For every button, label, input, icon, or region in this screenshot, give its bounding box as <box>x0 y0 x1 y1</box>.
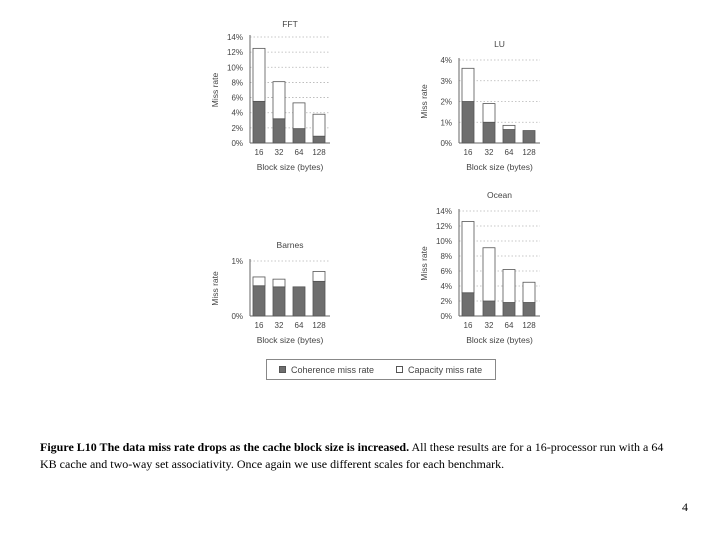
ocean-ytick-label: 10% <box>435 237 452 246</box>
ocean-chart-title: Ocean <box>486 190 513 200</box>
fft-ytick-label: 2% <box>231 123 243 133</box>
barnes-chart-title: Barnes <box>276 240 304 250</box>
fft-bar-32-capacity-miss-rate <box>273 82 285 119</box>
barnes-bar-32-capacity-miss-rate <box>273 279 285 287</box>
caption-text: All these results are for a 16-processor run with a 64 KB cache and two-way set associativity. Once again we use different scales for each benchmark. <box>40 440 664 471</box>
caption-bold: Figure L10 The data miss rate drops as the cache block size is increased. <box>40 440 410 454</box>
fft-bar-64-coherence-miss-rate <box>293 129 305 143</box>
barnes-xtick-label: 128 <box>312 321 326 330</box>
ocean-xtick-label: 32 <box>484 321 494 330</box>
fft-xtick-label: 64 <box>294 148 304 157</box>
lu-bar-128-coherence-miss-rate <box>523 131 535 143</box>
ocean-y-axis-label: Miss rate <box>419 246 429 281</box>
lu-bar-32-coherence-miss-rate <box>483 122 495 143</box>
fft-x-axis-label: Block size (bytes) <box>256 162 324 172</box>
barnes-ytick-label: 1% <box>231 257 243 266</box>
fft-ytick-label: 10% <box>226 63 243 73</box>
fft-bar-64-capacity-miss-rate <box>293 103 305 129</box>
barnes-bar-32-coherence-miss-rate <box>273 287 285 316</box>
fft-xtick-label: 16 <box>254 148 264 157</box>
fft-chart-title: FFT <box>282 19 298 29</box>
barnes-xtick-label: 16 <box>254 321 264 330</box>
barnes-bar-64-coherence-miss-rate <box>293 287 305 316</box>
lu-ytick-label: 4% <box>440 56 452 65</box>
legend-swatch-capacity <box>396 366 403 373</box>
lu-bar-64-capacity-miss-rate <box>503 125 515 129</box>
figure-caption <box>40 439 680 473</box>
barnes-xtick-label: 64 <box>294 321 304 330</box>
ocean-bar-64-coherence-miss-rate <box>503 303 515 317</box>
ocean-bar-32-capacity-miss-rate <box>483 248 495 301</box>
lu-xtick-label: 32 <box>484 148 494 157</box>
lu-ytick-label: 1% <box>440 118 452 128</box>
ocean-xtick-label: 16 <box>463 321 473 330</box>
fft-bar-16-coherence-miss-rate <box>253 101 265 143</box>
ocean-ytick-label: 12% <box>435 222 452 231</box>
fft-xtick-label: 32 <box>274 148 284 157</box>
fft-ytick-label: 8% <box>231 78 243 88</box>
legend-item-coherence <box>279 365 374 375</box>
ocean-bar-16-coherence-miss-rate <box>462 293 474 316</box>
barnes-bar-128-capacity-miss-rate <box>313 271 325 281</box>
lu-bar-32-capacity-miss-rate <box>483 104 495 123</box>
fft-y-axis-label: Miss rate <box>210 72 220 108</box>
lu-y-axis-label: Miss rate <box>419 84 429 119</box>
ocean-bar-64-capacity-miss-rate <box>503 270 515 303</box>
legend-label-capacity: Capacity miss rate <box>408 364 483 375</box>
lu-xtick-label: 16 <box>463 148 473 157</box>
fft-bar-128-capacity-miss-rate <box>313 114 325 136</box>
legend-label-coherence: Coherence miss rate <box>291 364 375 375</box>
ocean-bar-32-coherence-miss-rate <box>483 301 495 316</box>
ocean-ytick-label: 8% <box>440 252 452 261</box>
lu-bar-16-coherence-miss-rate <box>462 102 474 144</box>
barnes-x-axis-label: Block size (bytes) <box>256 335 324 345</box>
ocean-xtick-label: 128 <box>522 321 536 330</box>
page-number: 4 <box>682 500 688 514</box>
ocean-ytick-label: 4% <box>440 282 452 291</box>
ocean-x-axis-label: Block size (bytes) <box>466 335 533 345</box>
legend-swatch-coherence <box>279 366 286 373</box>
fft-ytick-label: 14% <box>226 33 243 42</box>
fft-ytick-label: 12% <box>226 48 243 58</box>
lu-ytick-label: 0% <box>440 139 452 148</box>
barnes-y-axis-label: Miss rate <box>210 271 220 306</box>
ocean-bar-16-capacity-miss-rate <box>462 222 474 293</box>
ocean-bar-128-coherence-miss-rate <box>523 303 535 317</box>
fft-xtick-label: 128 <box>312 148 326 157</box>
fft-ytick-label: 0% <box>231 139 243 148</box>
ocean-bar-128-capacity-miss-rate <box>523 282 535 302</box>
lu-bar-16-capacity-miss-rate <box>462 68 474 101</box>
legend-item-capacity <box>396 365 482 375</box>
barnes-bar-16-capacity-miss-rate <box>253 277 265 286</box>
barnes-xtick-label: 32 <box>274 321 284 330</box>
barnes-bar-16-coherence-miss-rate <box>253 286 265 316</box>
fft-bar-16-capacity-miss-rate <box>253 48 265 101</box>
fft-ytick-label: 4% <box>231 108 243 118</box>
ocean-xtick-label: 64 <box>504 321 514 330</box>
lu-ytick-label: 3% <box>440 76 452 86</box>
ocean-ytick-label: 0% <box>440 312 452 321</box>
lu-ytick-label: 2% <box>440 97 452 107</box>
barnes-bar-128-coherence-miss-rate <box>313 281 325 316</box>
chart-legend <box>266 359 496 380</box>
fft-ytick-label: 6% <box>231 93 243 103</box>
lu-x-axis-label: Block size (bytes) <box>466 162 533 172</box>
barnes-ytick-label: 0% <box>231 312 243 321</box>
ocean-ytick-label: 6% <box>440 267 452 276</box>
ocean-ytick-label: 14% <box>435 207 452 216</box>
lu-xtick-label: 128 <box>522 148 536 157</box>
fft-bar-32-coherence-miss-rate <box>273 119 285 143</box>
fft-bar-128-coherence-miss-rate <box>313 136 325 143</box>
lu-chart-title: LU <box>494 39 505 49</box>
lu-xtick-label: 64 <box>504 148 514 157</box>
lu-bar-64-coherence-miss-rate <box>503 130 515 143</box>
ocean-ytick-label: 2% <box>440 297 452 306</box>
